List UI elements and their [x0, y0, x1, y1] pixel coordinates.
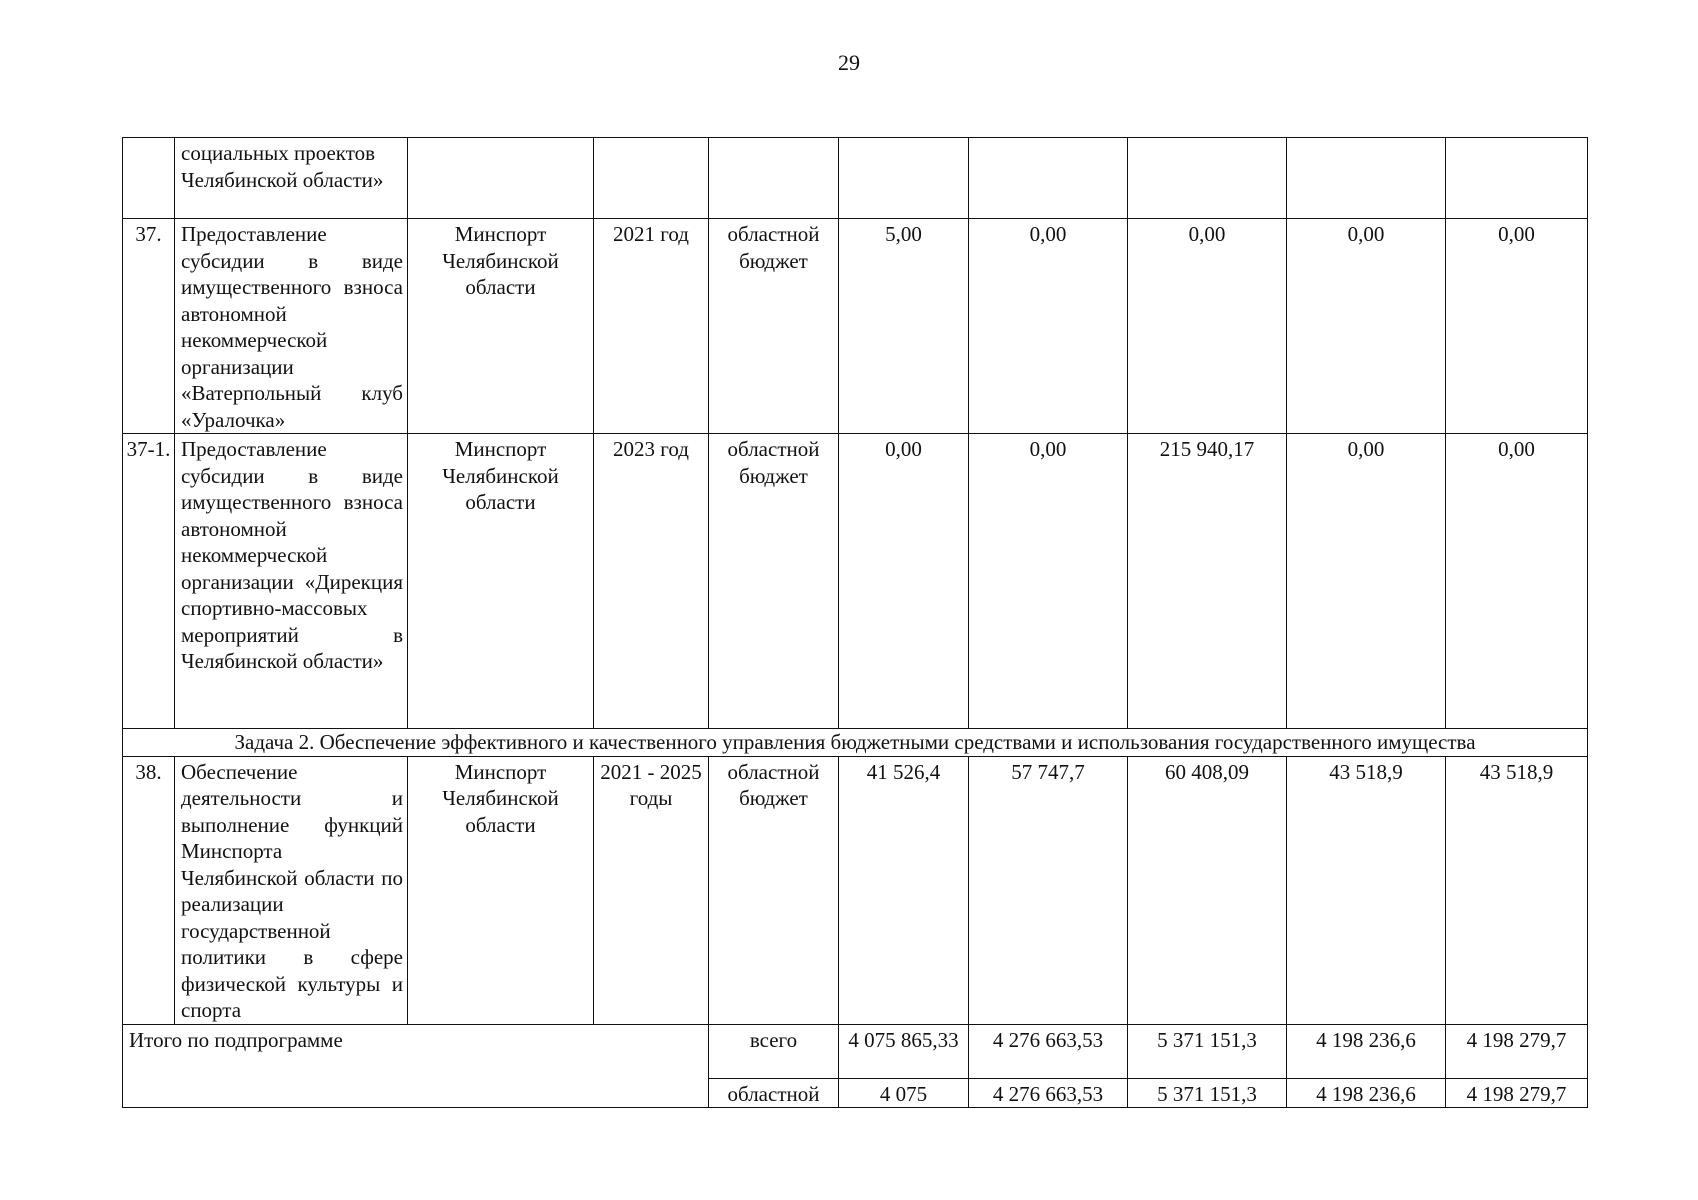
funding-source: всего: [709, 1024, 839, 1078]
value-cell: 4 198 279,7: [1446, 1024, 1588, 1078]
table-row: [123, 1024, 1588, 1078]
value-cell: 0,00: [1287, 434, 1446, 729]
funding-source: областной: [709, 1078, 839, 1108]
value-cell: 5 371 151,3: [1128, 1078, 1287, 1108]
value-cell: 4 198 236,6: [1287, 1078, 1446, 1108]
measure-name: Предоставление субсидии в виде имущественного взноса автономной некоммерческой организации «Ватерпольный клуб «Уралочка»: [175, 219, 408, 434]
period: 2021 год: [594, 219, 709, 434]
value-cell: 4 198 279,7: [1446, 1078, 1588, 1108]
table-row: [123, 756, 1588, 1024]
executor: Минспорт Челябинской области: [408, 434, 594, 729]
funding-source: областной бюджет: [709, 756, 839, 1024]
value-cell: 41 526,4: [839, 756, 969, 1024]
totals-label: Итого по подпрограмме: [123, 1024, 709, 1108]
row-number: 38.: [123, 756, 175, 1024]
period: 2023 год: [594, 434, 709, 729]
measure-name: Обеспечение деятельности и выполнение функций Минспорта Челябинской области по реализации государственной политики в сфере физической культуры и спорта: [175, 756, 408, 1024]
page-number: 29: [838, 50, 860, 75]
task-heading: Задача 2. Обеспечение эффективного и качественного управления бюджетными средствами и использования государственного имущества: [123, 729, 1588, 757]
value-cell: 215 940,17: [1128, 434, 1287, 729]
value-cell: 4 075: [839, 1078, 969, 1108]
table-row: [123, 138, 1588, 219]
value-cell: 4 276 663,53: [969, 1078, 1128, 1108]
period: 2021 - 2025 годы: [594, 756, 709, 1024]
row-number: [123, 138, 175, 219]
executor: Минспорт Челябинской области: [408, 756, 594, 1024]
value-cell: 4 075 865,33: [839, 1024, 969, 1078]
value-cell: 0,00: [969, 434, 1128, 729]
value-cell: 5 371 151,3: [1128, 1024, 1287, 1078]
value-cell: 5,00: [839, 219, 969, 434]
funding-source: областной бюджет: [709, 219, 839, 434]
table-row: [123, 729, 1588, 757]
value-cell: 0,00: [839, 434, 969, 729]
value-cell: 0,00: [1446, 434, 1588, 729]
executor: Минспорт Челябинской области: [408, 219, 594, 434]
measure-name: Предоставление субсидии в виде имущественного взноса автономной некоммерческой организации «Дирекция спортивно-массовых мероприятий в Челябинской области»: [175, 434, 408, 729]
measure-name: социальных проектов Челябинской области»: [175, 138, 408, 219]
value-cell: 0,00: [969, 219, 1128, 434]
value-cell: 43 518,9: [1287, 756, 1446, 1024]
budget-table: [122, 137, 1588, 1108]
table-row: [123, 434, 1588, 729]
row-number: 37-1.: [123, 434, 175, 729]
value-cell: 43 518,9: [1446, 756, 1588, 1024]
value-cell: 60 408,09: [1128, 756, 1287, 1024]
value-cell: 4 198 236,6: [1287, 1024, 1446, 1078]
value-cell: 0,00: [1287, 219, 1446, 434]
table-row: [123, 219, 1588, 434]
value-cell: 57 747,7: [969, 756, 1128, 1024]
funding-source: областной бюджет: [709, 434, 839, 729]
value-cell: 0,00: [1446, 219, 1588, 434]
value-cell: 0,00: [1128, 219, 1287, 434]
value-cell: 4 276 663,53: [969, 1024, 1128, 1078]
row-number: 37.: [123, 219, 175, 434]
